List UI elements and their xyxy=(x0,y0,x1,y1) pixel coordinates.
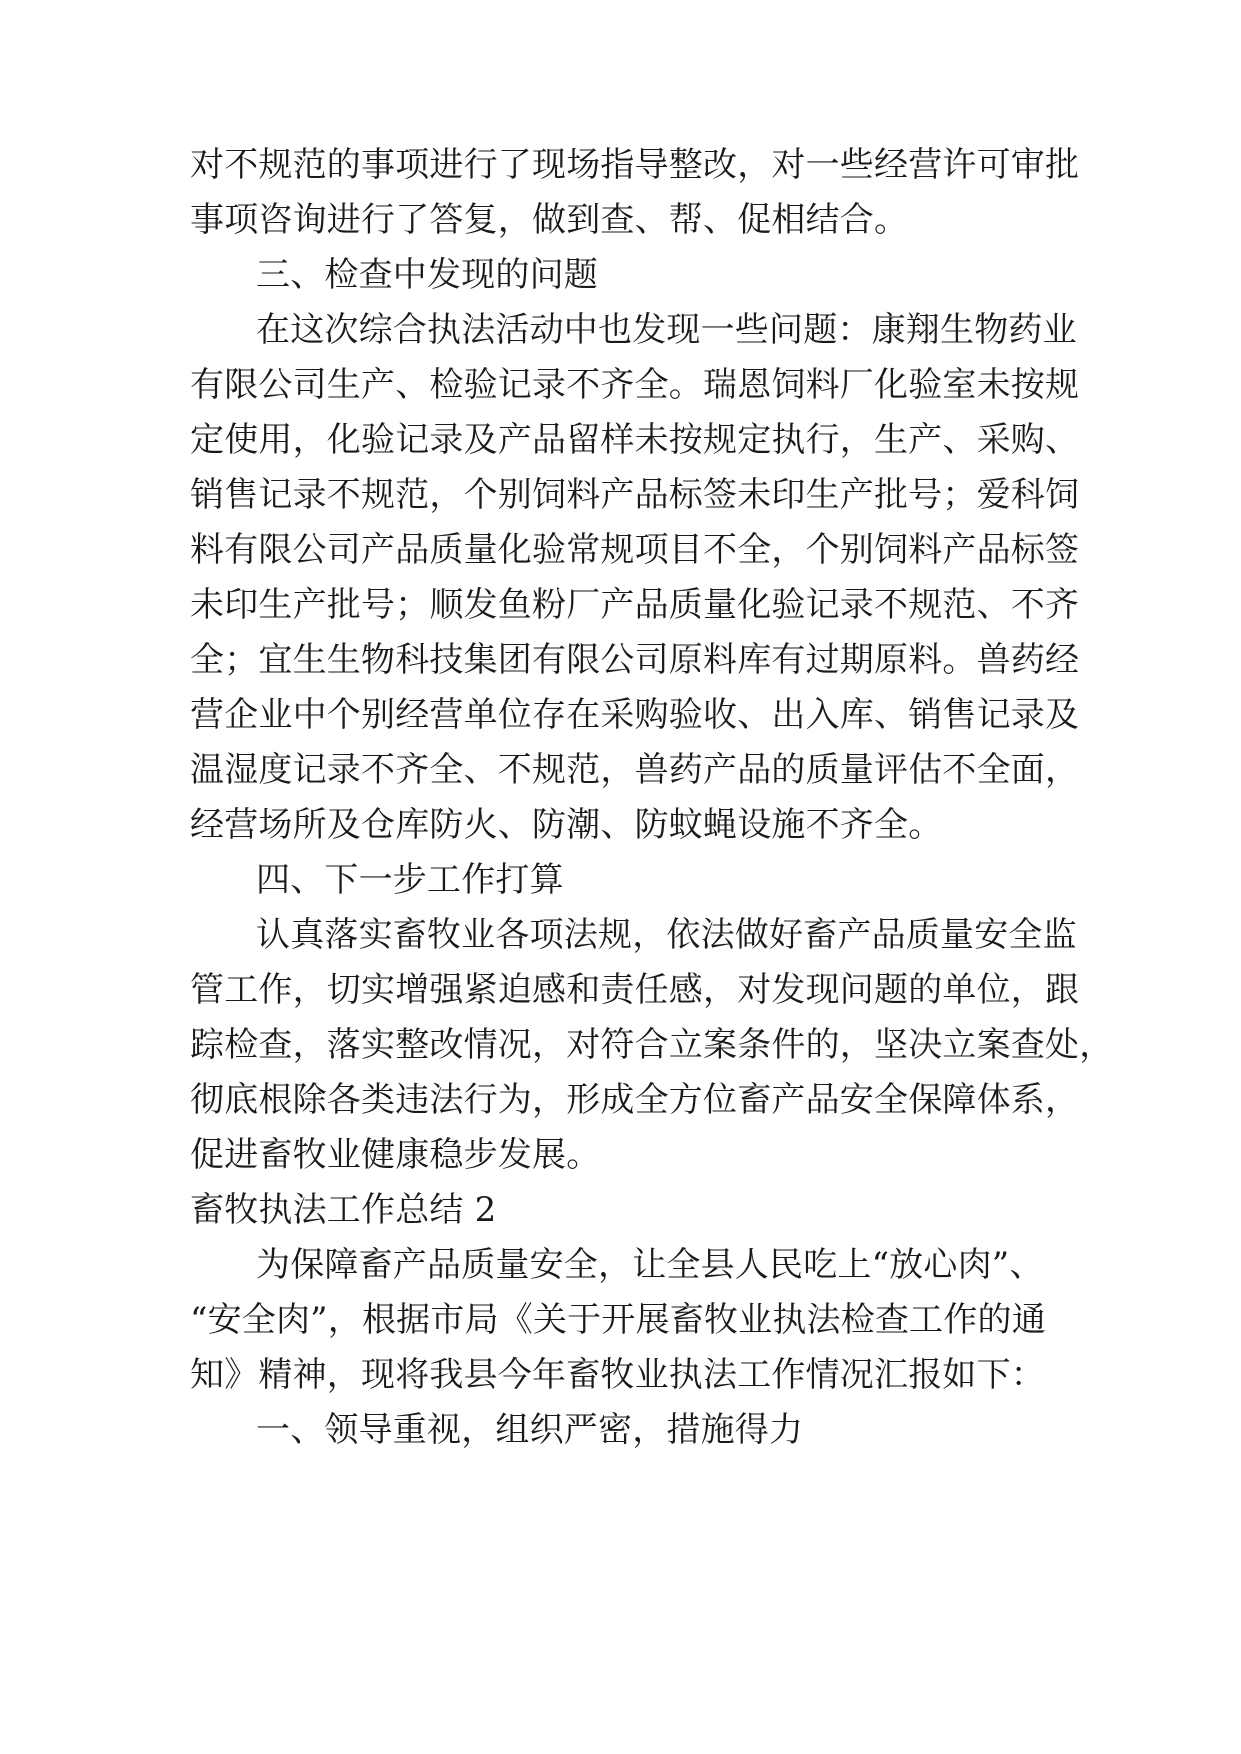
body-text-line: 温湿度记录不齐全、不规范，兽药产品的质量评估不全面， xyxy=(190,750,1080,790)
body-text-line: 认真落实畜牧业各项法规，依法做好畜产品质量安全监 xyxy=(256,915,1077,955)
body-text-line: 促进畜牧业健康稳步发展。 xyxy=(190,1135,601,1175)
body-text-line: 有限公司生产、检验记录不齐全。瑞恩饲料厂化验室未按规 xyxy=(190,365,1080,405)
body-text-line: 经营场所及仓库防火、防潮、防蚊蝇设施不齐全。 xyxy=(190,805,943,845)
section-heading: 一、领导重视，组织严密，措施得力 xyxy=(256,1410,804,1450)
article-title: 畜牧执法工作总结 2 xyxy=(190,1190,497,1230)
body-text-line: 事项咨询进行了答复，做到查、帮、促相结合。 xyxy=(190,200,909,240)
body-text-line: 销售记录不规范，个别饲料产品标签未印生产批号；爱科饲 xyxy=(190,475,1080,515)
body-text-line: 踪检查，落实整改情况，对符合立案条件的，坚决立案查处， xyxy=(190,1025,1114,1065)
body-text-line: 知》精神，现将我县今年畜牧业执法工作情况汇报如下： xyxy=(190,1355,1045,1395)
body-text-line: 全；宜生生物科技集团有限公司原料库有过期原料。兽药经 xyxy=(190,640,1080,680)
body-text-line: 营企业中个别经营单位存在采购验收、出入库、销售记录及 xyxy=(190,695,1080,735)
body-text-line: 定使用，化验记录及产品留样未按规定执行，生产、采购、 xyxy=(190,420,1080,460)
body-text-line: 彻底根除各类违法行为，形成全方位畜产品安全保障体系， xyxy=(190,1080,1080,1120)
body-text-line: 对不规范的事项进行了现场指导整改，对一些经营许可审批 xyxy=(190,145,1080,185)
section-heading: 三、检查中发现的问题 xyxy=(256,255,598,295)
body-text-line: “安全肉”，根据市局《关于开展畜牧业执法检查工作的通 xyxy=(190,1300,1046,1340)
body-text-line: 为保障畜产品质量安全，让全县人民吃上“放心肉”、 xyxy=(256,1245,1044,1285)
section-heading: 四、下一步工作打算 xyxy=(256,860,564,900)
body-text-line: 未印生产批号；顺发鱼粉厂产品质量化验记录不规范、不齐 xyxy=(190,585,1080,625)
body-text-line: 料有限公司产品质量化验常规项目不全，个别饲料产品标签 xyxy=(190,530,1080,570)
body-text-line: 管工作，切实增强紧迫感和责任感，对发现问题的单位，跟 xyxy=(190,970,1080,1010)
body-text-line: 在这次综合执法活动中也发现一些问题：康翔生物药业 xyxy=(256,310,1077,350)
